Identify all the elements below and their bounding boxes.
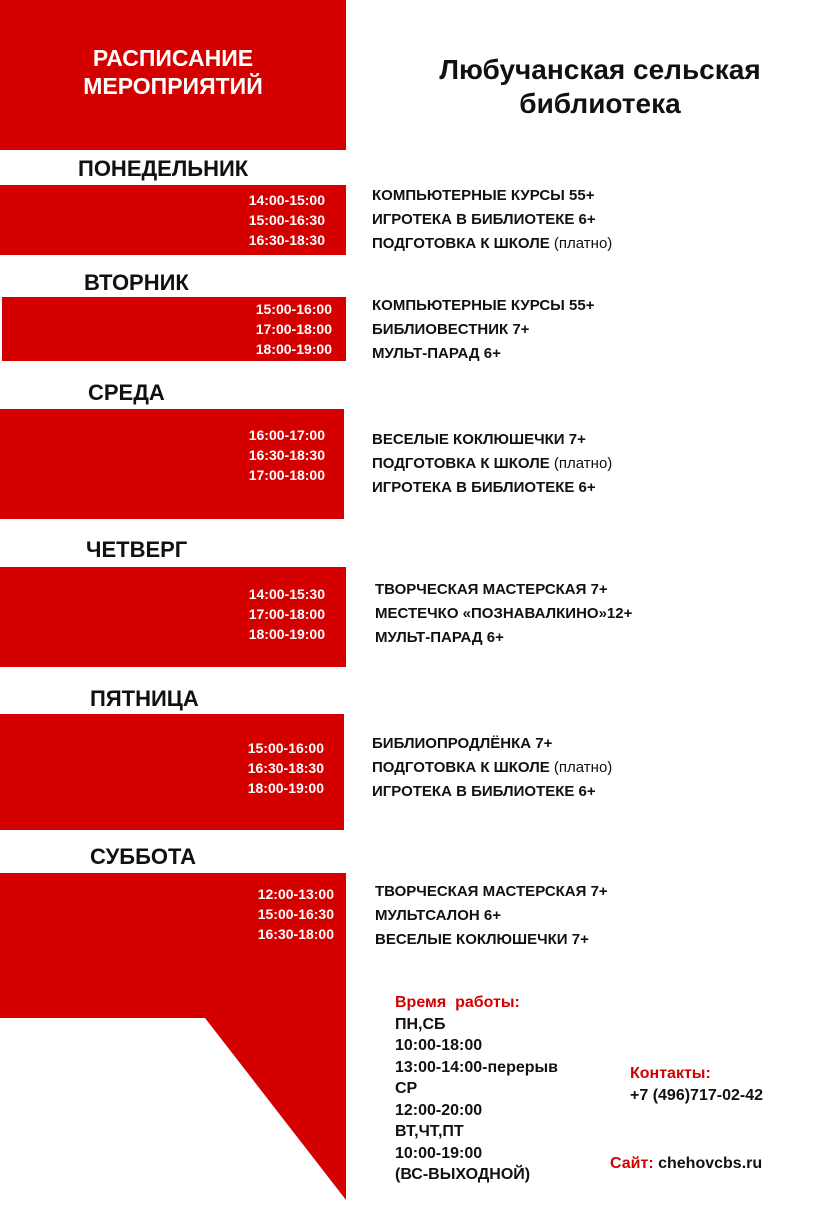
time-slot: 14:00-15:30 [248, 586, 325, 602]
library-name-line2: библиотека [519, 88, 681, 119]
activity-item: БИБЛИОВЕСТНИК 7+ [372, 321, 530, 338]
time-slot: 15:00-16:30 [248, 212, 325, 228]
time-slot: 16:30-18:30 [248, 232, 325, 248]
site [610, 1155, 762, 1173]
hours-line: 12:00-20:00 [395, 1101, 483, 1119]
activity-item: ИГРОТЕКА В БИБЛИОТЕКЕ 6+ [372, 479, 596, 496]
activities-saturday [375, 880, 608, 952]
activity-note: (платно) [553, 759, 613, 776]
times-friday [150, 738, 324, 798]
contact-phone[interactable]: +7 (496)717-02-42 [630, 1087, 763, 1104]
times-wednesday [150, 425, 325, 485]
activity-item: ПОДГОТОВКА К ШКОЛЕ (платно) [372, 455, 613, 472]
activity-item: ПОДГОТОВКА К ШКОЛЕ (платно) [372, 235, 613, 252]
time-slot: 16:30-18:00 [257, 926, 334, 942]
site-label: Сайт: [610, 1155, 654, 1172]
day-label-saturday: СУББОТА [90, 844, 196, 869]
site-link[interactable]: chehovcbs.ru [658, 1155, 763, 1172]
time-slot: 17:00-18:00 [248, 606, 325, 622]
activity-item: ТВОРЧЕСКАЯ МАСТЕРСКАЯ 7+ [375, 883, 608, 900]
hours-line: 10:00-19:00 [395, 1144, 483, 1162]
activity-item: МЕСТЕЧКО «ПОЗНАВАЛКИНО»12+ [375, 605, 633, 622]
times-thursday [150, 584, 325, 644]
working-hours [395, 992, 558, 1186]
times-saturday [150, 884, 334, 944]
activities-monday [372, 184, 612, 256]
activity-item: МУЛЬТ-ПАРАД 6+ [372, 345, 501, 362]
time-slot: 18:00-19:00 [255, 341, 332, 357]
time-slot: 16:00-17:00 [248, 427, 325, 443]
time-slot: 15:00-16:30 [257, 906, 334, 922]
schedule-title [0, 44, 346, 100]
hours-line: ПН,СБ [395, 1015, 446, 1033]
schedule-title-line2: МЕРОПРИЯТИЙ [83, 73, 263, 99]
activity-note: (платно) [553, 235, 613, 252]
day-label-friday: ПЯТНИЦА [90, 686, 199, 711]
activities-thursday [375, 578, 632, 650]
activity-item: ИГРОТЕКА В БИБЛИОТЕКЕ 6+ [372, 783, 596, 800]
day-label-tuesday: ВТОРНИК [84, 270, 189, 295]
activity-item: ИГРОТЕКА В БИБЛИОТЕКЕ 6+ [372, 211, 596, 228]
schedule-title-line1: РАСПИСАНИЕ [92, 45, 254, 71]
activity-item: КОМПЬЮТЕРНЫЕ КУРСЫ 55+ [372, 187, 595, 204]
time-slot: 18:00-19:00 [247, 780, 324, 796]
time-slot: 16:30-18:30 [248, 447, 325, 463]
activity-item: КОМПЬЮТЕРНЫЕ КУРСЫ 55+ [372, 297, 595, 314]
time-slot: 15:00-16:00 [255, 301, 332, 317]
activities-wednesday [372, 428, 612, 500]
time-slot: 17:00-18:00 [248, 467, 325, 483]
hours-line: 13:00-14:00-перерыв [395, 1058, 559, 1076]
activity-note: (платно) [553, 455, 613, 472]
hours-line: (ВС-ВЫХОДНОЙ) [395, 1166, 531, 1183]
activity-item: ПОДГОТОВКА К ШКОЛЕ (платно) [372, 759, 613, 776]
hours-line: 10:00-18:00 [395, 1037, 483, 1054]
activity-item: БИБЛИОПРОДЛЁНКА 7+ [372, 735, 553, 752]
times-tuesday [150, 299, 332, 359]
time-slot: 17:00-18:00 [255, 321, 332, 337]
time-slot: 15:00-16:00 [247, 740, 324, 756]
activity-item: ВЕСЕЛЫЕ КОКЛЮШЕЧКИ 7+ [372, 431, 586, 448]
time-slot: 18:00-19:00 [248, 626, 325, 642]
contacts [630, 1063, 763, 1107]
times-monday [150, 190, 325, 250]
day-label-wednesday: СРЕДА [88, 380, 165, 405]
activity-item: МУЛЬТСАЛОН 6+ [375, 907, 501, 924]
activity-item: ВЕСЕЛЫЕ КОКЛЮШЕЧКИ 7+ [375, 931, 589, 948]
library-name-line1: Любучанская сельская [439, 54, 761, 85]
activity-item: МУЛЬТ-ПАРАД 6+ [375, 629, 504, 646]
activity-item: ТВОРЧЕСКАЯ МАСТЕРСКАЯ 7+ [375, 581, 608, 598]
contacts-title: Контакты: [630, 1065, 711, 1082]
library-name [400, 53, 800, 121]
activities-tuesday [372, 294, 594, 366]
working-hours-title: Время работы: [395, 994, 520, 1011]
hours-line: ВТ,ЧТ,ПТ [395, 1123, 464, 1140]
hours-line: СР [395, 1080, 418, 1097]
day-label-thursday: ЧЕТВЕРГ [86, 537, 188, 562]
time-slot: 14:00-15:00 [248, 192, 325, 208]
time-slot: 12:00-13:00 [257, 886, 334, 902]
activities-friday [372, 732, 612, 804]
time-slot: 16:30-18:30 [247, 760, 324, 776]
day-label-monday: ПОНЕДЕЛЬНИК [78, 156, 249, 181]
